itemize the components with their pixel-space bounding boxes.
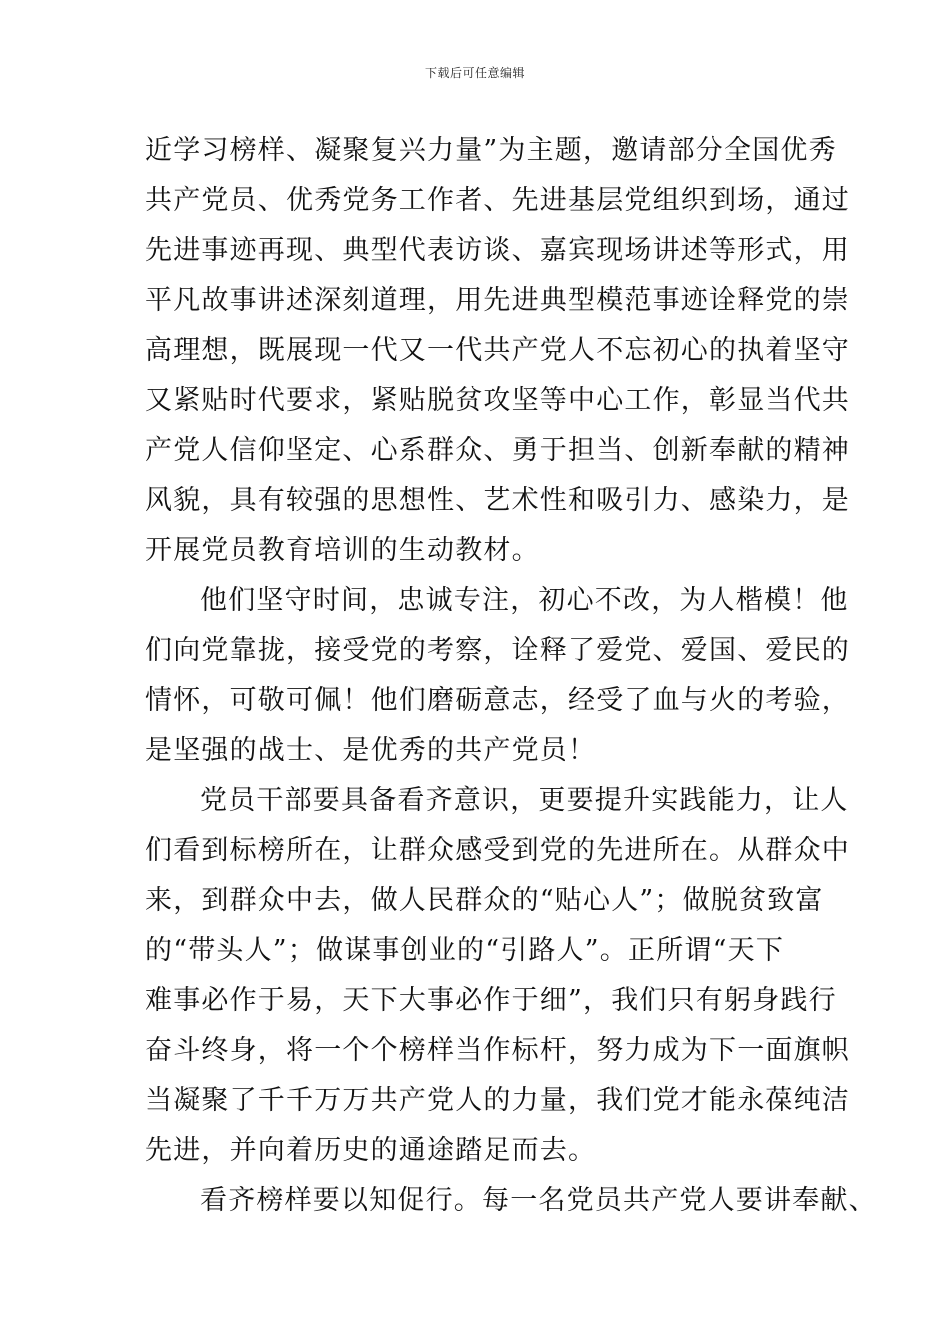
text-line: 先进，并向着历史的通途踏足而去。 <box>145 1135 597 1166</box>
text-line: 情怀，可敬可佩！他们磨砺意志，经受了血与火的考验， <box>145 685 850 716</box>
text-line: 先进事迹再现、典型代表访谈、嘉宾现场讲述等形式，用 <box>145 235 850 266</box>
paragraph-1 <box>145 126 850 576</box>
text-line: 们向党靠拢，接受党的考察，诠释了爱党、爱国、爱民的 <box>145 635 850 666</box>
text-line: 产党人信仰坚定、心系群众、勇于担当、创新奉献的精神 <box>145 435 850 466</box>
text-line: 风貌，具有较强的思想性、艺术性和吸引力、感染力，是 <box>145 485 850 516</box>
text-line: 开展党员教育培训的生动教材。 <box>145 535 540 566</box>
text-line: 又紧贴时代要求，紧贴脱贫攻坚等中心工作，彰显当代共 <box>145 385 850 416</box>
text-line: 们看到标榜所在，让群众感受到党的先进所在。从群众中 <box>145 835 850 866</box>
paragraph-2 <box>145 576 850 776</box>
text-line: 近学习榜样、凝聚复兴力量”为主题，邀请部分全国优秀 <box>145 135 837 166</box>
text-line: 他们坚守时间，忠诚专注，初心不改，为人楷模！他 <box>200 585 849 616</box>
document-body <box>145 126 877 1226</box>
text-line: 高理想，既展现一代又一代共产党人不忘初心的执着坚守 <box>145 335 850 366</box>
text-line: 看齐榜样要以知促行。每一名党员共产党人要讲奉献、 <box>200 1185 877 1216</box>
text-line: 的“带头人”；做谋事创业的“引路人”。正所谓“天下 <box>145 935 785 966</box>
text-line: 当凝聚了千千万万共产党人的力量，我们党才能永葆纯洁 <box>145 1085 850 1116</box>
text-line: 奋斗终身，将一个个榜样当作标杆，努力成为下一面旗帜 <box>145 1035 850 1066</box>
text-line: 共产党员、优秀党务工作者、先进基层党组织到场，通过 <box>145 185 850 216</box>
text-line: 难事必作于易，天下大事必作于细”，我们只有躬身践行 <box>145 985 837 1016</box>
text-line: 党员干部要具备看齐意识，更要提升实践能力，让人 <box>200 785 849 816</box>
text-line: 平凡故事讲述深刻道理，用先进典型模范事迹诠释党的崇 <box>145 285 850 316</box>
page-header: 下载后可任意编辑 <box>424 66 525 80</box>
text-line: 是坚强的战士、是优秀的共产党员！ <box>145 735 597 766</box>
paragraph-3 <box>145 776 850 1176</box>
paragraph-4 <box>145 1176 877 1226</box>
text-line: 来，到群众中去，做人民群众的“贴心人”；做脱贫致富 <box>145 885 824 916</box>
